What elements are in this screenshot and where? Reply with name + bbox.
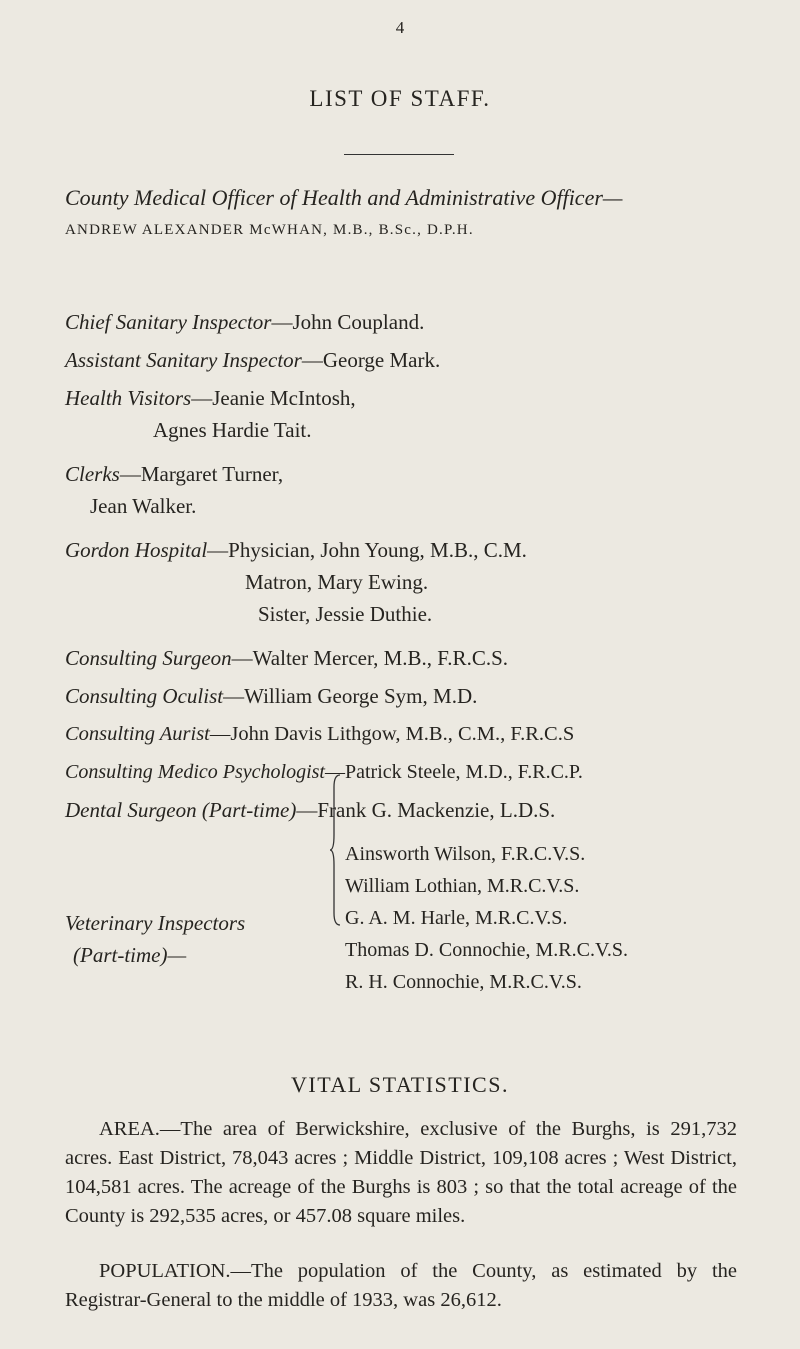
staff-role: Health Visitors <box>65 386 192 410</box>
staff-role: Assistant Sanitary Inspector <box>65 348 302 372</box>
veterinary-inspector-name: William Lothian, M.R.C.V.S. <box>345 875 580 897</box>
staff-entry-consulting-surgeon <box>65 648 508 669</box>
area-paragraph: AREA.—The area of Berwickshire, exclusive of the Burghs, is 291,732 acres. East District, 78,043 acres ; Middle District, 109,108 acres ; West District, 104,581 acres. The acreage of the Burghs is 803 ; so that the total acreage of the County is 292,535 acres, or 457.08 square miles. <box>65 1118 737 1227</box>
staff-name: —Frank G. Mackenzie, L.D.S. <box>296 798 556 822</box>
staff-continuation: Agnes Hardie Tait. <box>153 418 312 442</box>
staff-continuation: Matron, Mary Ewing. <box>245 570 429 594</box>
staff-entry-health-visitors <box>65 388 356 409</box>
veterinary-inspector-name: G. A. M. Harle, M.R.C.V.S. <box>345 907 568 929</box>
staff-role: Consulting Medico Psychologist <box>65 761 325 783</box>
brace-icon <box>330 773 344 927</box>
staff-entry-dental-surgeon <box>65 800 555 821</box>
page-number: 4 <box>395 18 405 37</box>
staff-entry-consulting-oculist <box>65 686 477 707</box>
staff-entry-clerks <box>65 464 283 485</box>
staff-name: —William George Sym, M.D. <box>223 684 478 708</box>
officer-title: County Medical Officer of Health and Administrative Officer— <box>65 185 623 210</box>
staff-name: —Physician, John Young, M.B., C.M. <box>207 538 527 562</box>
staff-name: —Jeanie McIntosh, <box>191 386 356 410</box>
heading-rule <box>344 154 454 155</box>
staff-entry-consulting-aurist <box>65 724 574 745</box>
staff-name: —John Davis Lithgow, M.B., C.M., F.R.C.S <box>209 723 575 745</box>
staff-entry-consulting-medico-psychologist <box>65 762 583 782</box>
staff-role: Consulting Aurist <box>65 723 210 745</box>
veterinary-label-part-time: (Part-time)— <box>73 943 187 967</box>
staff-name: —Walter Mercer, M.B., F.R.C.S. <box>231 646 508 670</box>
staff-role: Gordon Hospital <box>65 538 208 562</box>
veterinary-inspector-name: Thomas D. Connochie, M.R.C.V.S. <box>345 939 628 961</box>
staff-role: Consulting Surgeon <box>65 646 232 670</box>
staff-heading: LIST OF STAFF. <box>309 86 491 111</box>
veterinary-label: Veterinary Inspectors <box>65 911 246 935</box>
staff-name: —George Mark. <box>301 348 441 372</box>
staff-role: Chief Sanitary Inspector <box>65 310 272 334</box>
population-paragraph: POPULATION.—The population of the County, as estimated by the Registrar-General to the middle of 1933, was 26,612. <box>65 1260 737 1311</box>
staff-continuation: Sister, Jessie Duthie. <box>258 602 433 626</box>
veterinary-inspector-name: Ainsworth Wilson, F.R.C.V.S. <box>345 843 586 865</box>
vital-statistics-heading: VITAL STATISTICS. <box>291 1072 509 1097</box>
staff-entry-assistant-sanitary-inspector <box>65 350 440 371</box>
staff-name: —John Coupland. <box>271 310 425 334</box>
staff-name: —Patrick Steele, M.D., F.R.C.P. <box>324 761 583 783</box>
veterinary-inspector-name: R. H. Connochie, M.R.C.V.S. <box>345 971 582 993</box>
staff-entry-gordon-hospital <box>65 540 527 561</box>
staff-continuation: Jean Walker. <box>90 494 197 518</box>
staff-role: Clerks <box>65 462 120 486</box>
staff-name: —Margaret Turner, <box>119 462 284 486</box>
staff-entry-chief-sanitary-inspector <box>65 312 424 333</box>
staff-role: Consulting Oculist <box>65 684 224 708</box>
officer-name: ANDREW ALEXANDER McWHAN, M.B., B.Sc., D.P.H. <box>65 222 474 238</box>
staff-role: Dental Surgeon (Part-time) <box>65 798 297 822</box>
